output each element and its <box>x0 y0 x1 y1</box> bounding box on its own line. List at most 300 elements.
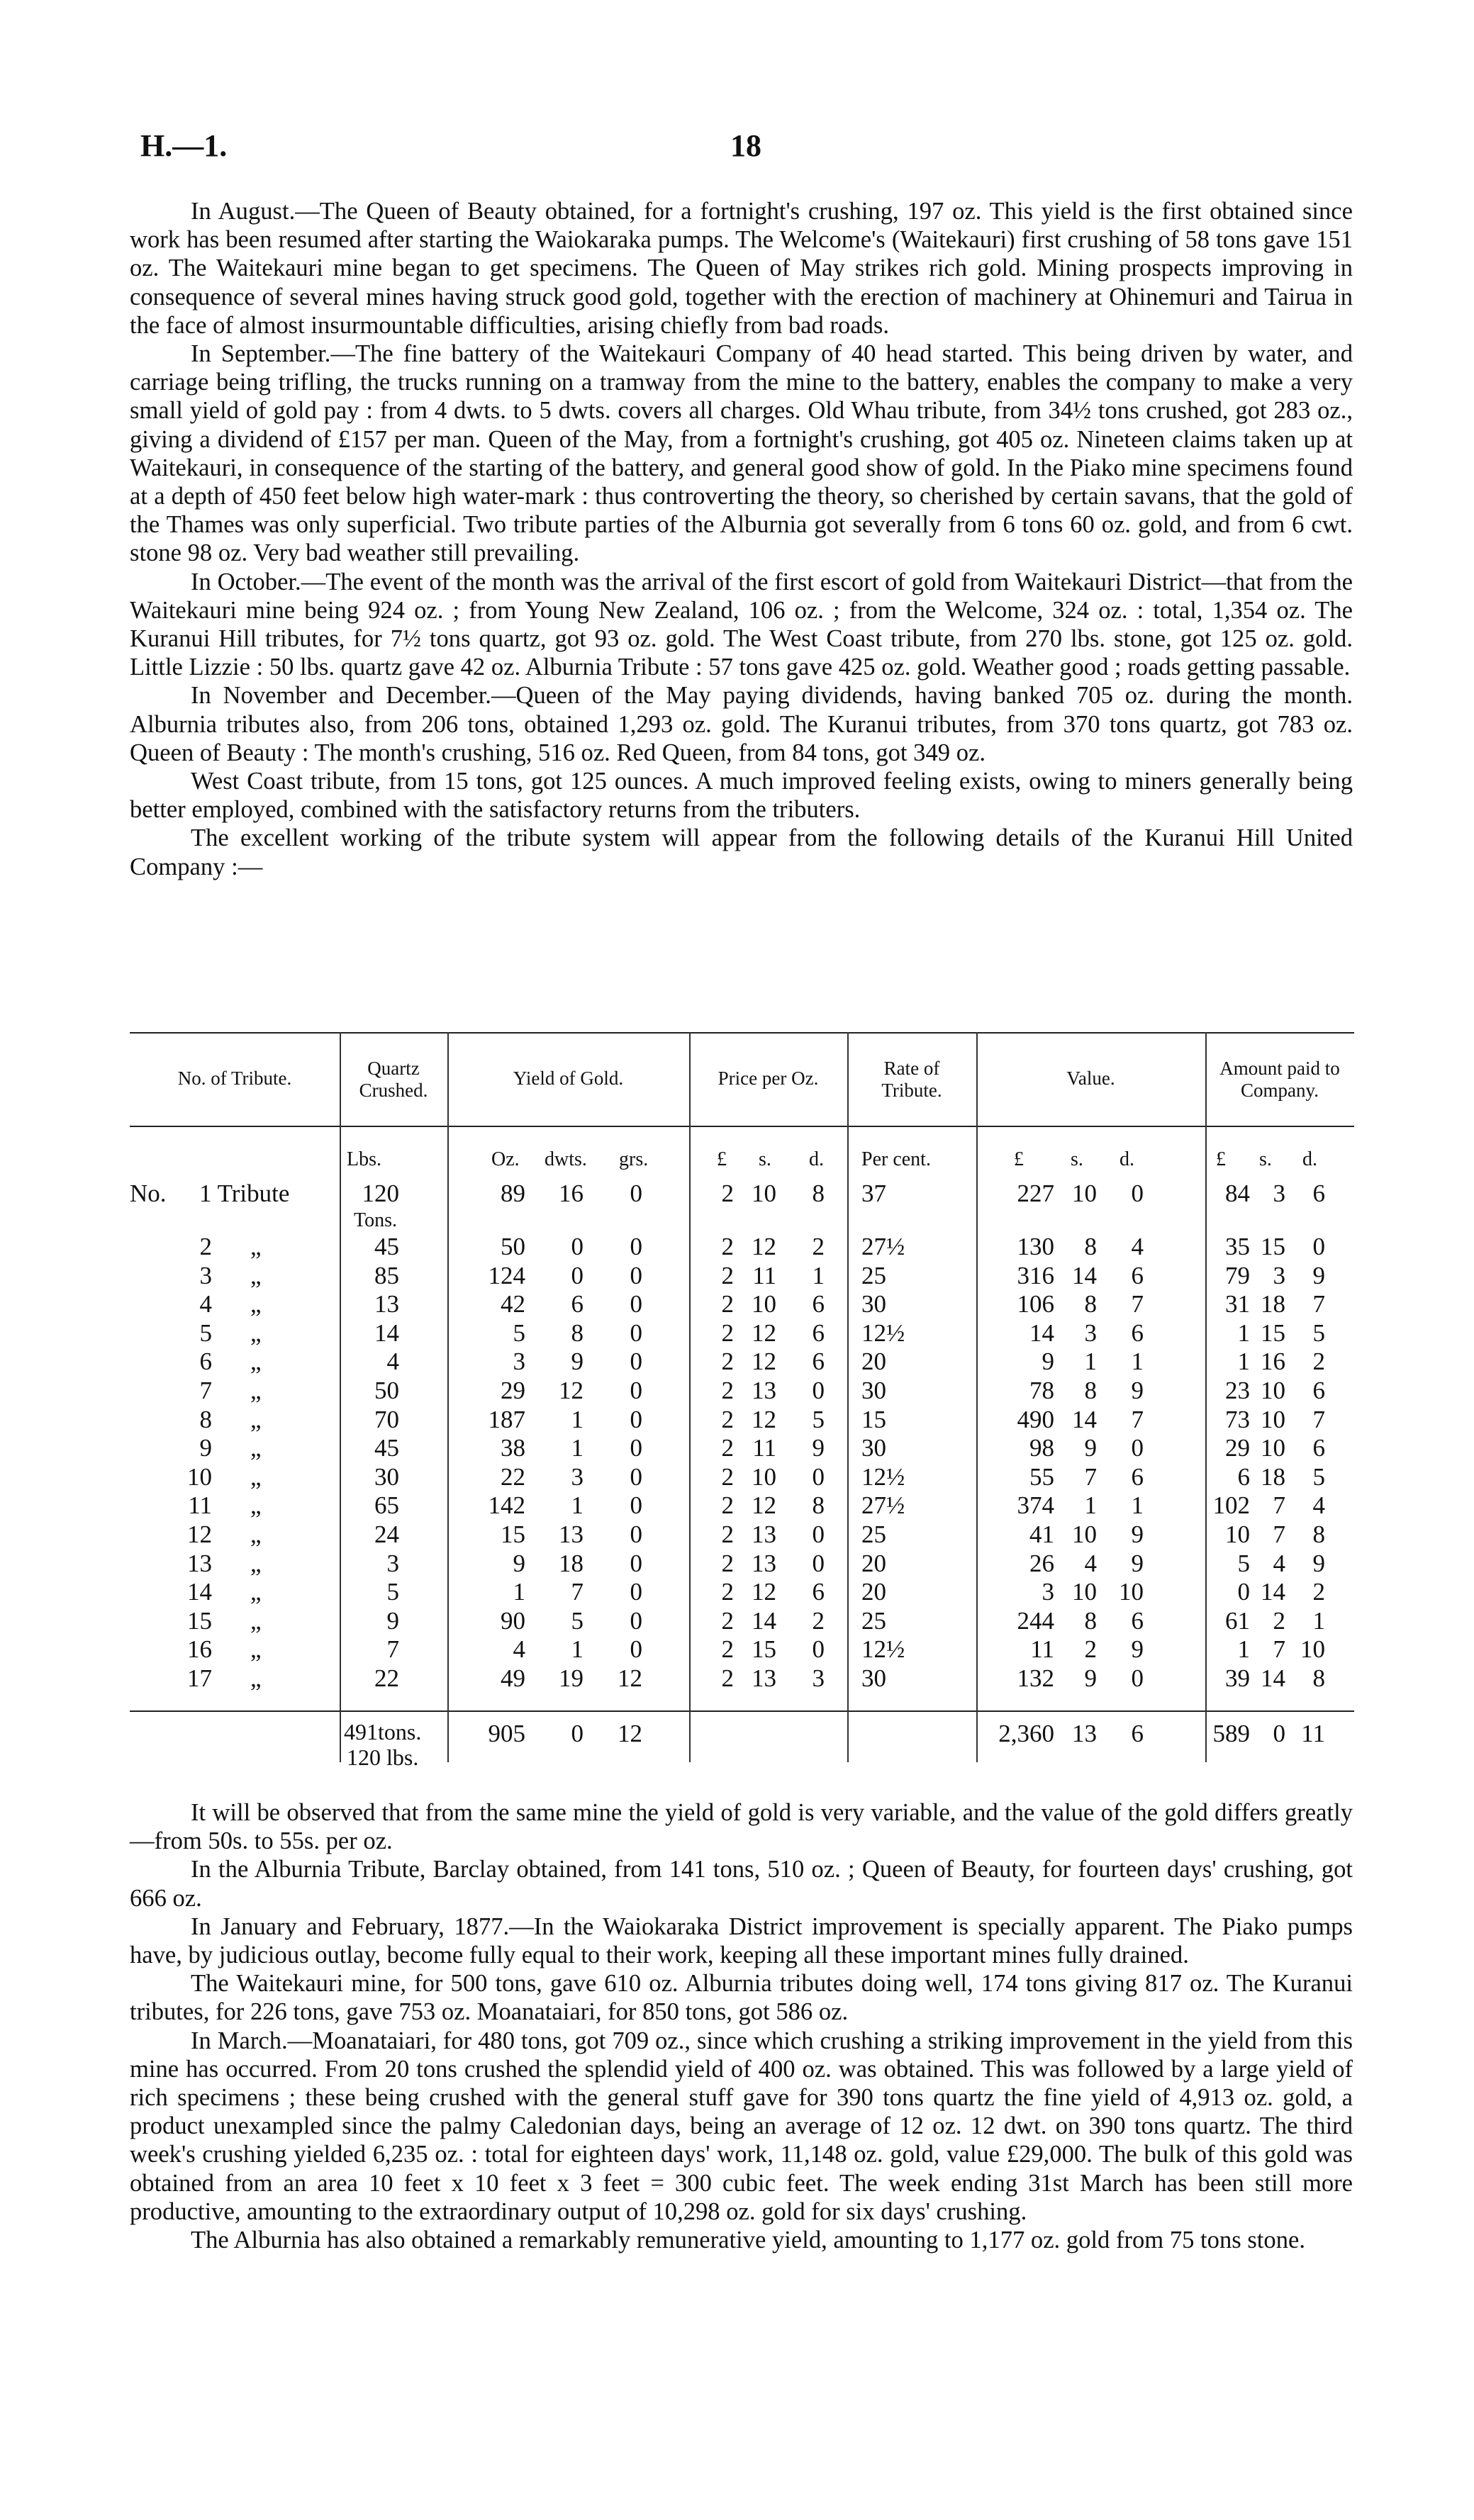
cell-price-pounds: 2 <box>721 1635 734 1664</box>
cell-dwts: 6 <box>571 1290 584 1318</box>
ditto-mark: „ <box>250 1318 262 1347</box>
cell-rate: 27½ <box>861 1233 905 1260</box>
cell-value-shillings: 2 <box>1084 1635 1097 1664</box>
cell-value-shillings: 10 <box>1072 1521 1097 1548</box>
cell-amount-shillings: 10 <box>1261 1405 1285 1433</box>
cell-grs: 0 <box>630 1434 642 1462</box>
row-number: 15 <box>187 1606 212 1635</box>
cell-amount-pounds: 39 <box>1225 1664 1250 1692</box>
cell-price-pounds: 2 <box>721 1549 734 1577</box>
row-number: 13 <box>187 1549 212 1577</box>
cell-amount-shillings: 10 <box>1261 1377 1285 1404</box>
cell-quartz: 7 <box>386 1635 399 1664</box>
paragraph: In March.—Moanataiari, for 480 tons, got 709 oz., since which crushing a striking improvement in the yield from this mine has occurred. From 20 tons crushed the splendid yield of 400 oz. was obtained. This was followed by a large yield of rich specimens ; these being crushed with the general stuff gave for 390 tons quartz the fine yield of 4,913 oz. gold, a product unexampled since the palmy Caledonian days, being an average of 12 oz. 12 dwt. on 390 tons quartz. The third week's crushing yielded 6,235 oz. : total for eighteen days' work, 11,148 oz. gold, value £29,000. The bulk of this gold was obtained from an area 10 feet x 10 feet x 3 feet = 300 cubic feet. The week ending 31st March has been still more productive, amounting to the extraordinary output of 10,298 oz. gold for six days' crushing. <box>130 2027 1353 2225</box>
cell-value-pounds: 374 <box>1017 1491 1054 1520</box>
cell-price-shillings: 12 <box>752 1491 776 1520</box>
section-code: H.—1. <box>140 128 228 163</box>
cell-price-pence: 3 <box>812 1664 825 1692</box>
cell-amount-pounds: 1 <box>1237 1318 1250 1347</box>
total-value-shillings: 13 <box>1072 1720 1097 1747</box>
cell-quartz: 4 <box>386 1348 399 1376</box>
cell-amount-pence: 8 <box>1312 1664 1325 1692</box>
cell-price-pence: 6 <box>812 1348 825 1376</box>
ditto-mark: „ <box>250 1377 262 1404</box>
cell-price-shillings: 13 <box>752 1549 776 1577</box>
cell-amount-pounds: 102 <box>1212 1491 1250 1520</box>
cell-price-pence: 1 <box>812 1261 825 1289</box>
cell-value-pence: 6 <box>1131 1606 1144 1635</box>
cell-value-pounds: 227 <box>1017 1180 1054 1207</box>
paragraph: The Alburnia has also obtained a remarkably remunerative yield, amounting to 1,177 oz. gold from 75 tons stone. <box>191 2227 1305 2254</box>
ditto-mark: „ <box>250 1261 262 1289</box>
cell-rate: 30 <box>861 1290 886 1318</box>
cell-dwts: 18 <box>559 1549 584 1577</box>
unit-tons: Tons. <box>354 1209 398 1231</box>
cell-oz: 124 <box>488 1261 525 1289</box>
col-divider <box>847 1032 849 1762</box>
cell-rate: 20 <box>861 1578 886 1606</box>
cell-quartz: 30 <box>374 1462 399 1491</box>
cell-value-pence: 9 <box>1131 1377 1144 1404</box>
cell-oz: 29 <box>501 1377 525 1404</box>
cell-oz: 9 <box>513 1549 525 1577</box>
cell-dwts: 1 <box>571 1405 584 1433</box>
header-price: Price per Oz. <box>718 1068 819 1089</box>
ditto-mark: „ <box>250 1549 262 1577</box>
cell-price-pounds: 2 <box>721 1233 734 1260</box>
cell-price-pence: 0 <box>812 1635 825 1664</box>
header-rate-line2: Tribute. <box>881 1080 942 1101</box>
ditto-mark: „ <box>250 1348 262 1376</box>
cell-value-pence: 10 <box>1119 1578 1144 1606</box>
paragraph: In January and February, 1877.—In the Waiokaraka District improvement is specially apparent. The Piako pumps have, by judicious outlay, become fully equal to their work, keeping all these important mines fully drained. <box>130 1913 1353 1969</box>
cell-amount-pence: 6 <box>1312 1180 1325 1207</box>
cell-value-pounds: 78 <box>1029 1377 1054 1404</box>
cell-oz: 90 <box>501 1606 525 1635</box>
cell-quartz: 65 <box>374 1491 399 1520</box>
cell-price-pence: 6 <box>812 1318 825 1347</box>
cell-quartz: 9 <box>386 1606 399 1635</box>
cell-value-pounds: 9 <box>1042 1348 1054 1376</box>
cell-grs: 0 <box>630 1462 642 1491</box>
cell-amount-pence: 6 <box>1312 1434 1325 1462</box>
cell-grs: 0 <box>630 1635 642 1664</box>
cell-value-pence: 0 <box>1131 1180 1144 1207</box>
cell-value-shillings: 1 <box>1084 1348 1097 1376</box>
unit-amount-pence: d. <box>1302 1148 1317 1170</box>
cell-quartz: 85 <box>374 1261 399 1289</box>
cell-grs: 0 <box>630 1491 642 1520</box>
row-label-tribute: 1 Tribute <box>199 1180 290 1207</box>
cell-grs: 0 <box>630 1549 642 1577</box>
total-quartz-tons: 491tons. <box>344 1719 422 1745</box>
cell-price-pounds: 2 <box>721 1290 734 1318</box>
paragraph: In November and December.—Queen of the May paying dividends, having banked 705 oz. during the month. Alburnia tributes also, from 206 tons, obtained 1,293 oz. gold. The Kuranui tributes, from 370 tons quartz, got 783 oz. Queen of Beauty : The month's crushing, 516 oz. Red Queen, from 84 tons, got 349 oz. <box>130 682 1353 766</box>
header-quartz-line2: Crushed. <box>359 1080 428 1101</box>
ditto-mark: „ <box>250 1491 262 1520</box>
cell-value-shillings: 8 <box>1084 1233 1097 1260</box>
prose-bottom <box>130 1798 1353 2254</box>
cell-value-pounds: 490 <box>1017 1405 1054 1433</box>
cell-price-shillings: 13 <box>752 1377 776 1404</box>
cell-value-pence: 9 <box>1131 1635 1144 1664</box>
row-number: 14 <box>187 1578 212 1606</box>
cell-amount-pounds: 73 <box>1225 1405 1250 1433</box>
cell-amount-pence: 9 <box>1312 1261 1325 1289</box>
cell-rate: 25 <box>861 1261 886 1289</box>
cell-rate: 30 <box>861 1434 886 1462</box>
cell-price-pence: 8 <box>812 1180 825 1207</box>
row-number: 3 <box>199 1261 212 1289</box>
cell-value-pounds: 55 <box>1029 1462 1054 1491</box>
header-tribute: No. of Tribute. <box>177 1068 292 1089</box>
total-value-pence: 6 <box>1131 1720 1144 1747</box>
cell-price-pence: 2 <box>812 1606 825 1635</box>
cell-amount-shillings: 14 <box>1261 1578 1285 1606</box>
cell-value-shillings: 7 <box>1084 1462 1097 1491</box>
cell-grs: 0 <box>630 1290 642 1318</box>
cell-grs: 0 <box>630 1261 642 1289</box>
cell-value-pence: 0 <box>1131 1434 1144 1462</box>
row-number: 11 <box>188 1491 212 1520</box>
ditto-mark: „ <box>250 1233 262 1260</box>
ditto-mark: „ <box>250 1521 262 1548</box>
total-oz: 905 <box>488 1720 525 1747</box>
cell-price-pence: 2 <box>812 1233 825 1260</box>
cell-value-shillings: 4 <box>1084 1549 1097 1577</box>
col-divider <box>689 1032 691 1762</box>
cell-amount-pounds: 84 <box>1225 1180 1250 1207</box>
table-rule-header <box>130 1126 1354 1127</box>
unit-amount-shillings: s. <box>1259 1148 1272 1170</box>
cell-value-pence: 6 <box>1131 1318 1144 1347</box>
cell-value-shillings: 8 <box>1084 1606 1097 1635</box>
row-number: 2 <box>199 1233 212 1260</box>
unit-value-pounds: £ <box>1014 1148 1024 1170</box>
cell-dwts: 8 <box>571 1318 584 1347</box>
cell-price-pence: 5 <box>812 1405 825 1433</box>
paragraph: In August.—The Queen of Beauty obtained, for a fortnight's crushing, 197 oz. This yield is the first obtained since work has been resumed after starting the Waiokaraka pumps. The Welcome's (Waitekauri) first crushing of 58 tons gave 151 oz. The Waitekauri mine began to get specimens. The Queen of May strikes rich gold. Mining prospects improving in consequence of several mines having struck good gold, together with the erection of machinery at Ohinemuri and Tairua in the face of almost insurmountable difficulties, arising chiefly from bad roads. <box>130 198 1353 339</box>
paragraph: In the Alburnia Tribute, Barclay obtained, from 141 tons, 510 oz. ; Queen of Beauty, for fourteen days' crushing, got 666 oz. <box>130 1856 1353 1912</box>
row-number: 8 <box>199 1405 212 1433</box>
cell-value-pounds: 106 <box>1017 1290 1054 1318</box>
cell-price-shillings: 12 <box>752 1578 776 1606</box>
cell-quartz: 22 <box>374 1664 399 1692</box>
cell-grs: 0 <box>630 1606 642 1635</box>
cell-dwts: 13 <box>559 1521 584 1548</box>
cell-price-pounds: 2 <box>721 1462 734 1491</box>
ditto-mark: „ <box>250 1462 262 1491</box>
cell-price-pounds: 2 <box>721 1578 734 1606</box>
total-grs: 12 <box>618 1720 642 1747</box>
cell-price-shillings: 10 <box>752 1462 776 1491</box>
cell-price-shillings: 12 <box>752 1233 776 1260</box>
cell-value-shillings: 8 <box>1084 1377 1097 1404</box>
cell-oz: 187 <box>488 1405 525 1433</box>
col-divider <box>340 1032 341 1762</box>
cell-amount-pence: 9 <box>1312 1549 1325 1577</box>
cell-oz: 49 <box>501 1664 525 1692</box>
cell-amount-pence: 2 <box>1312 1348 1325 1376</box>
cell-rate: 27½ <box>861 1491 905 1520</box>
cell-price-pounds: 2 <box>721 1180 734 1207</box>
paragraph: The excellent working of the tribute system will appear from the following details of the Kuranui Hill United Company :— <box>130 824 1353 880</box>
cell-amount-shillings: 18 <box>1261 1462 1285 1491</box>
cell-price-shillings: 10 <box>752 1180 776 1207</box>
cell-amount-pounds: 1 <box>1237 1348 1250 1376</box>
unit-quartz: Lbs. <box>347 1148 381 1170</box>
unit-rate: Per cent. <box>861 1148 931 1170</box>
col-divider <box>447 1032 449 1762</box>
cell-quartz: 70 <box>374 1405 399 1433</box>
cell-value-pounds: 14 <box>1029 1318 1054 1347</box>
cell-amount-shillings: 7 <box>1273 1491 1285 1520</box>
cell-oz: 1 <box>513 1578 525 1606</box>
cell-amount-pounds: 23 <box>1225 1377 1250 1404</box>
cell-value-pounds: 3 <box>1042 1578 1054 1606</box>
unit-amount-pounds: £ <box>1216 1148 1226 1170</box>
cell-rate: 12½ <box>861 1462 905 1491</box>
total-dwts: 0 <box>571 1720 584 1747</box>
cell-amount-shillings: 15 <box>1261 1233 1285 1260</box>
cell-value-shillings: 8 <box>1084 1290 1097 1318</box>
ditto-mark: „ <box>250 1578 262 1606</box>
total-amount-pence: 11 <box>1301 1720 1325 1747</box>
cell-price-shillings: 12 <box>752 1348 776 1376</box>
cell-grs: 0 <box>630 1180 642 1207</box>
cell-value-shillings: 10 <box>1072 1180 1097 1207</box>
cell-value-pence: 6 <box>1131 1261 1144 1289</box>
cell-price-shillings: 13 <box>752 1521 776 1548</box>
cell-quartz: 24 <box>374 1521 399 1548</box>
cell-amount-pence: 8 <box>1312 1521 1325 1548</box>
cell-quartz: 45 <box>374 1233 399 1260</box>
cell-amount-shillings: 10 <box>1261 1434 1285 1462</box>
header-amount-line2: Company. <box>1241 1080 1319 1101</box>
cell-amount-shillings: 4 <box>1273 1549 1285 1577</box>
cell-amount-pounds: 10 <box>1225 1521 1250 1548</box>
cell-amount-shillings: 3 <box>1273 1180 1285 1207</box>
cell-dwts: 16 <box>559 1180 584 1207</box>
cell-oz: 142 <box>488 1491 525 1520</box>
cell-amount-pence: 10 <box>1300 1635 1325 1664</box>
paragraph: West Coast tribute, from 15 tons, got 125 ounces. A much improved feeling exists, owing to miners generally being better employed, combined with the satisfactory returns from the tributers. <box>130 768 1353 824</box>
header-rate-line1: Rate of <box>883 1058 940 1079</box>
cell-rate: 20 <box>861 1549 886 1577</box>
cell-rate: 20 <box>861 1348 886 1376</box>
ditto-mark: „ <box>250 1434 262 1462</box>
cell-oz: 50 <box>501 1233 525 1260</box>
cell-grs: 0 <box>630 1521 642 1548</box>
cell-grs: 0 <box>630 1348 642 1376</box>
ditto-mark: „ <box>250 1290 262 1318</box>
cell-grs: 0 <box>630 1405 642 1433</box>
cell-value-pounds: 11 <box>1030 1635 1054 1664</box>
cell-value-pounds: 130 <box>1017 1233 1054 1260</box>
cell-amount-shillings: 7 <box>1273 1635 1285 1664</box>
cell-rate: 12½ <box>861 1318 905 1347</box>
cell-quartz: 5 <box>386 1578 399 1606</box>
cell-amount-pounds: 35 <box>1225 1233 1250 1260</box>
cell-grs: 0 <box>630 1377 642 1404</box>
cell-amount-pounds: 0 <box>1237 1578 1250 1606</box>
cell-amount-shillings: 2 <box>1273 1606 1285 1635</box>
total-quartz-lbs: 120 lbs. <box>347 1745 419 1770</box>
row-number: 10 <box>187 1462 212 1491</box>
cell-oz: 22 <box>501 1462 525 1491</box>
cell-oz: 38 <box>501 1434 525 1462</box>
cell-price-shillings: 11 <box>752 1434 776 1462</box>
cell-value-pence: 7 <box>1131 1405 1144 1433</box>
cell-rate: 37 <box>861 1180 886 1207</box>
cell-value-pence: 4 <box>1131 1233 1144 1260</box>
paragraph: In September.—The fine battery of the Waitekauri Company of 40 head started. This being driven by water, and carriage being trifling, the trucks running on a tramway from the mine to the battery, enables the company to make a very small yield of gold pay : from 4 dwts. to 5 dwts. covers all charges. Old Whau tribute, from 34½ tons crushed, got 283 oz., giving a dividend of £157 per man. Queen of the May, from a fortnight's crushing, got 405 oz. Nineteen claims taken up at Waitekauri, in consequence of the starting of the battery, and general good show of gold. In the Piako mine specimens found at a depth of 450 feet below high water-mark : thus controverting the theory, so cherished by certain savans, that the gold of the Thames was only superficial. Two tribute parties of the Alburnia got severally from 6 tons 60 oz. gold, and from 6 cwt. stone 98 oz. Very bad weather still prevailing. <box>130 340 1353 567</box>
cell-amount-shillings: 18 <box>1261 1290 1285 1318</box>
cell-value-pounds: 41 <box>1029 1521 1054 1548</box>
cell-price-pence: 0 <box>812 1377 825 1404</box>
cell-amount-pounds: 31 <box>1225 1290 1250 1318</box>
row-number: 4 <box>199 1290 212 1318</box>
cell-price-shillings: 15 <box>752 1635 776 1664</box>
cell-value-pence: 9 <box>1131 1549 1144 1577</box>
cell-amount-pounds: 29 <box>1225 1434 1250 1462</box>
cell-value-shillings: 1 <box>1084 1491 1097 1520</box>
row-number: 16 <box>187 1635 212 1664</box>
cell-value-shillings: 14 <box>1072 1261 1097 1289</box>
cell-oz: 89 <box>501 1180 525 1207</box>
page-number: 18 <box>730 128 761 163</box>
unit-oz: Oz. <box>491 1148 520 1170</box>
col-divider <box>976 1032 978 1762</box>
cell-dwts: 0 <box>571 1233 584 1260</box>
cell-oz: 3 <box>513 1348 525 1376</box>
cell-price-pounds: 2 <box>721 1377 734 1404</box>
ditto-mark: „ <box>250 1405 262 1433</box>
cell-dwts: 9 <box>571 1348 584 1376</box>
cell-amount-shillings: 15 <box>1261 1318 1285 1347</box>
prose-top <box>130 197 1353 881</box>
cell-quartz: 50 <box>374 1377 399 1404</box>
row-number: 6 <box>199 1348 212 1376</box>
cell-price-shillings: 14 <box>752 1606 776 1635</box>
unit-grs: grs. <box>619 1148 649 1170</box>
cell-price-pence: 8 <box>812 1491 825 1520</box>
cell-quartz: 3 <box>386 1549 399 1577</box>
cell-oz: 4 <box>513 1635 525 1664</box>
cell-oz: 42 <box>501 1290 525 1318</box>
cell-amount-shillings: 14 <box>1261 1664 1285 1692</box>
unit-price-shillings: s. <box>759 1148 771 1170</box>
row-number: 17 <box>187 1664 212 1692</box>
cell-amount-pence: 0 <box>1312 1233 1325 1260</box>
cell-price-pounds: 2 <box>721 1318 734 1347</box>
cell-price-shillings: 13 <box>752 1664 776 1692</box>
cell-price-pence: 6 <box>812 1290 825 1318</box>
cell-amount-pence: 4 <box>1312 1491 1325 1520</box>
header-quartz-line1: Quartz <box>367 1058 420 1079</box>
col-divider <box>1205 1032 1207 1762</box>
cell-dwts: 19 <box>559 1664 584 1692</box>
cell-price-shillings: 12 <box>752 1318 776 1347</box>
cell-price-pounds: 2 <box>721 1405 734 1433</box>
cell-price-shillings: 10 <box>752 1290 776 1318</box>
cell-amount-pounds: 61 <box>1225 1606 1250 1635</box>
unit-value-pence: d. <box>1120 1148 1134 1170</box>
ditto-mark: „ <box>250 1606 262 1635</box>
cell-amount-pounds: 6 <box>1237 1462 1250 1491</box>
cell-amount-pence: 5 <box>1312 1462 1325 1491</box>
cell-value-pounds: 244 <box>1017 1606 1054 1635</box>
cell-price-pounds: 2 <box>721 1348 734 1376</box>
cell-amount-pence: 1 <box>1312 1606 1325 1635</box>
unit-value-shillings: s. <box>1071 1148 1083 1170</box>
unit-dwts: dwts. <box>545 1148 587 1170</box>
cell-value-pence: 7 <box>1131 1290 1144 1318</box>
cell-rate: 12½ <box>861 1635 905 1664</box>
cell-value-pence: 1 <box>1131 1348 1144 1376</box>
cell-amount-shillings: 7 <box>1273 1521 1285 1548</box>
cell-value-pence: 6 <box>1131 1462 1144 1491</box>
cell-amount-pounds: 79 <box>1225 1261 1250 1289</box>
header-yield: Yield of Gold. <box>513 1068 624 1089</box>
cell-price-pence: 9 <box>812 1434 825 1462</box>
cell-price-pounds: 2 <box>721 1606 734 1635</box>
total-amount-shillings: 0 <box>1273 1720 1285 1747</box>
cell-price-pounds: 2 <box>721 1521 734 1548</box>
cell-value-shillings: 10 <box>1072 1578 1097 1606</box>
paragraph: It will be observed that from the same mine the yield of gold is very variable, and the value of the gold differs greatly—from 50s. to 55s. per oz. <box>130 1799 1353 1855</box>
cell-grs: 0 <box>630 1578 642 1606</box>
row-number: 12 <box>187 1521 212 1548</box>
header-quartz <box>340 1058 447 1102</box>
cell-amount-pence: 6 <box>1312 1377 1325 1404</box>
cell-amount-pounds: 1 <box>1237 1635 1250 1664</box>
ditto-mark: „ <box>250 1635 262 1664</box>
table-rule-totals <box>130 1710 1354 1712</box>
table-rule-top <box>130 1032 1354 1034</box>
cell-quartz: 13 <box>374 1290 399 1318</box>
cell-dwts: 5 <box>571 1606 584 1635</box>
cell-dwts: 1 <box>571 1491 584 1520</box>
header-amount-line1: Amount paid to <box>1219 1058 1340 1079</box>
cell-value-shillings: 9 <box>1084 1664 1097 1692</box>
unit-price-pence: d. <box>809 1148 824 1170</box>
cell-dwts: 0 <box>571 1261 584 1289</box>
cell-price-pence: 0 <box>812 1521 825 1548</box>
total-amount-pounds: 589 <box>1212 1720 1250 1747</box>
cell-rate: 25 <box>861 1606 886 1635</box>
cell-price-pence: 0 <box>812 1462 825 1491</box>
cell-price-pounds: 2 <box>721 1434 734 1462</box>
row-label-no: No. <box>130 1180 167 1207</box>
cell-amount-shillings: 16 <box>1261 1348 1285 1376</box>
header-rate <box>847 1058 976 1102</box>
unit-price-pounds: £ <box>717 1148 727 1170</box>
cell-price-shillings: 11 <box>752 1261 776 1289</box>
row-number: 5 <box>199 1318 212 1347</box>
cell-value-pounds: 98 <box>1029 1434 1054 1462</box>
cell-quartz: 120 <box>362 1180 399 1207</box>
cell-dwts: 1 <box>571 1434 584 1462</box>
total-value-pounds: 2,360 <box>998 1720 1054 1747</box>
cell-amount-shillings: 3 <box>1273 1261 1285 1289</box>
cell-value-shillings: 14 <box>1072 1405 1097 1433</box>
row-number: 7 <box>199 1377 212 1404</box>
cell-amount-pence: 5 <box>1312 1318 1325 1347</box>
cell-value-pence: 9 <box>1131 1521 1144 1548</box>
cell-oz: 15 <box>501 1521 525 1548</box>
cell-dwts: 12 <box>559 1377 584 1404</box>
